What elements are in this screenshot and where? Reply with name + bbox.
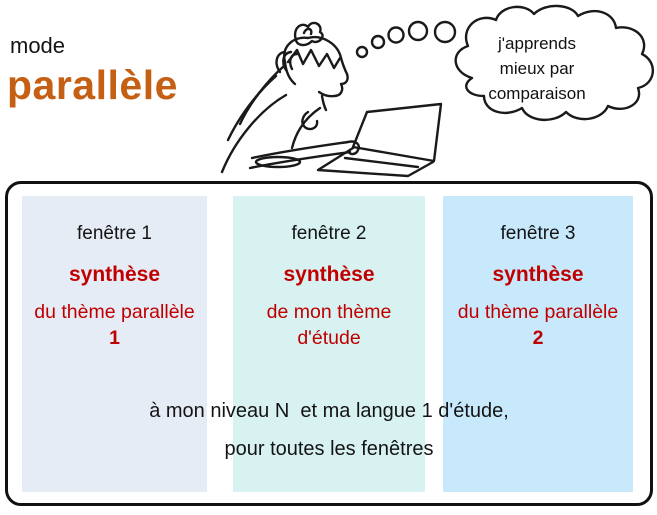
window-description-line: de mon thème xyxy=(266,301,392,323)
thought-dot-3 xyxy=(389,28,404,43)
finger-3 xyxy=(290,54,297,69)
thought-dot-5 xyxy=(435,22,455,42)
panel-footer-line-1: à mon niveau N et ma langue 1 d'étude, xyxy=(149,400,509,422)
hair-bun xyxy=(295,23,322,45)
thought-dots xyxy=(357,22,455,57)
laptop-screen xyxy=(353,104,441,161)
bubble-line: comparaison xyxy=(488,84,586,103)
neck-line xyxy=(322,96,326,110)
panel-footer-line-2: pour toutes les fenêtres xyxy=(224,438,434,460)
bubble-line: mieux par xyxy=(499,59,575,78)
window-heading: synthèse xyxy=(283,263,375,286)
window-description-line: du thème parallèle xyxy=(34,301,195,323)
laptop-drawing xyxy=(318,104,441,176)
forearm-top xyxy=(252,142,348,158)
window-description-line: 2 xyxy=(532,327,544,349)
windows-panel xyxy=(5,181,653,506)
window-description-line: 1 xyxy=(109,327,120,349)
window-description-line: d'étude xyxy=(297,327,361,349)
arm-inner xyxy=(240,66,284,124)
panel-footer xyxy=(8,392,650,468)
window-name: fenêtre 1 xyxy=(77,223,152,244)
face-profile xyxy=(319,74,348,96)
window-description-line: du thème parallèle xyxy=(457,301,619,323)
thought-dot-2 xyxy=(372,36,384,48)
hair-bun-swirl xyxy=(304,29,311,34)
thought-dot-4 xyxy=(409,22,427,40)
mode-label: mode xyxy=(10,33,66,58)
window-heading: synthèse xyxy=(68,263,161,286)
hair-bangs xyxy=(288,50,340,68)
thinking-person-illustration xyxy=(222,23,359,172)
laptop-keyboard-line xyxy=(345,158,418,167)
thought-bubble-text xyxy=(458,31,616,106)
window-heading: synthèse xyxy=(492,263,584,286)
window-name: fenêtre 3 xyxy=(500,223,576,244)
bubble-line: j'apprends xyxy=(498,34,576,53)
thought-dot-1 xyxy=(357,47,367,57)
window-name: fenêtre 2 xyxy=(291,223,367,244)
slide-title: parallèle xyxy=(7,62,178,108)
